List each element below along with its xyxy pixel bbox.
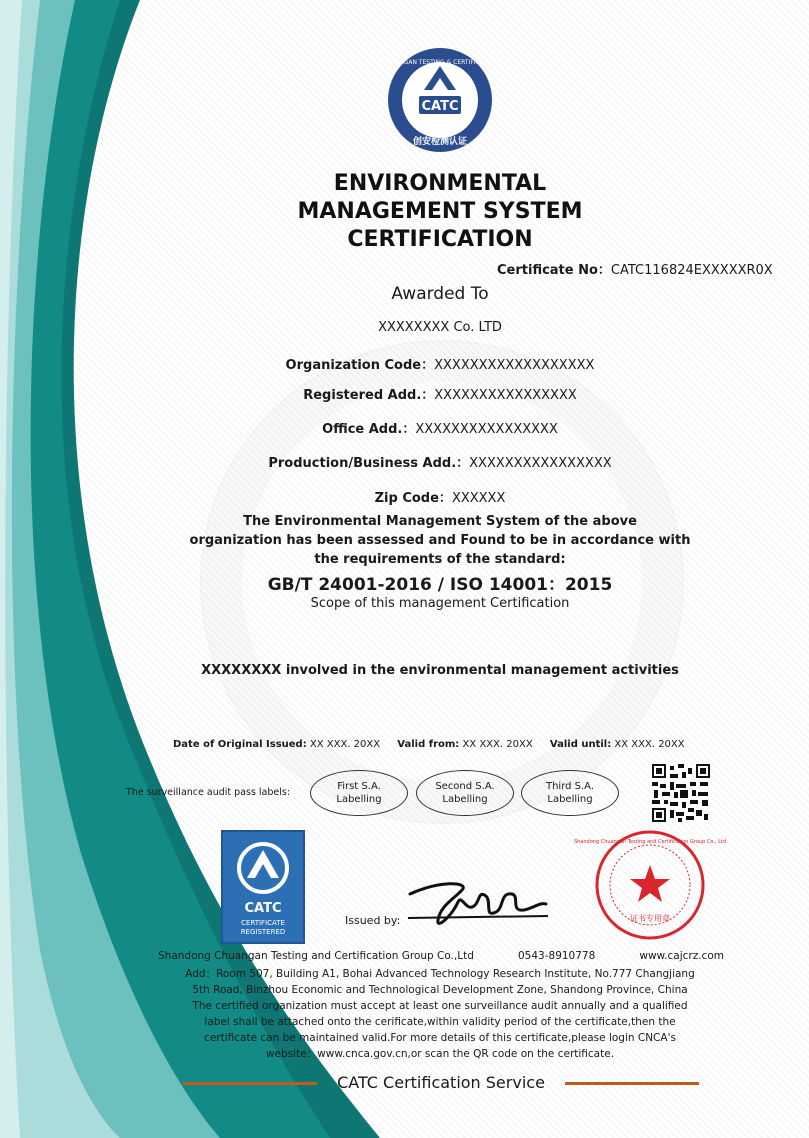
scope-text: XXXXXXXX involved in the environmental management activities [201, 663, 679, 678]
surveillance-label: The surveillance audit pass labels: [126, 787, 291, 798]
original-issued-label: Date of Original Issued: [173, 739, 307, 750]
first-sa-line1: First S.A. [337, 781, 381, 792]
certificate-number-value: CATC116824EXXXXXR0X [610, 263, 773, 278]
red-company-seal [573, 829, 727, 941]
production-address-label: Production/Business Add.： [268, 456, 470, 471]
standard: GB/T 24001-2016 / ISO 14001：2015 [267, 575, 613, 595]
registered-address [200, 384, 680, 403]
valid-until-value: XX XXX. 20XX [614, 739, 685, 750]
valid-until-label: Valid until: [549, 739, 612, 750]
organization-code-label: Organization Code： [285, 358, 435, 373]
logo-brand: CATC [421, 99, 459, 114]
statement-line-1: The Environmental Management System of the above [243, 514, 637, 529]
production-address-value: XXXXXXXXXXXXXXXX [469, 456, 612, 471]
zip-code-label: Zip Code： [374, 491, 452, 506]
third-sa-label [521, 770, 619, 816]
footer-website[interactable]: www.cajcrz.com [639, 950, 724, 962]
title-line-1: ENVIRONMENTAL [333, 171, 547, 196]
office-address-value: XXXXXXXXXXXXXXXX [415, 422, 558, 437]
badge-line1: CERTIFICATE [241, 919, 285, 927]
zip-code-value: XXXXXX [451, 491, 506, 506]
footer-note-line-4: website：www.cnca.gov.cn,or scan the QR code on the certificate. [265, 1048, 615, 1060]
registered-address-label: Registered Add.： [303, 388, 435, 403]
dates-row [173, 739, 685, 750]
office-address [200, 418, 680, 437]
badge-brand: CATC [244, 901, 282, 916]
registered-address-value: XXXXXXXXXXXXXXXX [434, 388, 577, 403]
zip-code [200, 487, 680, 506]
badge-line2: REGISTERED [240, 928, 286, 936]
footer-phone: 0543-8910778 [518, 950, 596, 962]
second-sa-line2: Labelling [442, 794, 488, 805]
certificate-number-label: Certificate No： [497, 263, 611, 278]
valid-from-label: Valid from: [397, 739, 460, 750]
footer-divider-right [565, 1082, 699, 1085]
awarded-to: Awarded To [391, 284, 489, 304]
footer-address-line-2: 5th Road, Binzhou Economic and Technological Development Zone, Shandong Province, China [192, 984, 688, 996]
first-sa-line2: Labelling [336, 794, 382, 805]
second-sa-label [416, 770, 514, 816]
certificate-number [497, 259, 773, 278]
logo-ring-text: CHUANGAN TESTING & CERTIFICATION [381, 59, 499, 66]
company-name: XXXXXXXX Co. LTD [378, 320, 502, 335]
footer-address-line-1: Add：Room 507, Building A1, Bohai Advanced Technology Research Institute, No.777 Changjiang [185, 968, 695, 980]
third-sa-line2: Labelling [547, 794, 593, 805]
catc-logo [381, 46, 499, 154]
valid-from-value: XX XXX. 20XX [462, 739, 533, 750]
organization-code-value: XXXXXXXXXXXXXXXXXX [434, 358, 595, 373]
signature [400, 872, 550, 934]
third-sa-line1: Third S.A. [545, 781, 595, 792]
footer-note-line-2: label shall be attached onto the cerificate,within validity period of the certificate,then the [204, 1016, 676, 1028]
statement-line-3: the requirements of the standard: [314, 552, 566, 567]
scope-heading: Scope of this management Certification [310, 596, 570, 611]
footer-service: CATC Certification Service [337, 1073, 545, 1092]
production-address [200, 452, 680, 471]
first-sa-label [310, 770, 408, 816]
statement-line-2: organization has been assessed and Found to be in accordance with [189, 533, 691, 548]
footer-note-line-3: certificate can be maintained valid.For more details of this certificate,please login CNCA's [204, 1032, 676, 1044]
footer-contact-row [158, 950, 724, 962]
title-line-3: CERTIFICATION [347, 227, 533, 252]
seal-ring-text: Shandong Chuangan Testing and Certification Group Co., Ltd [573, 839, 727, 845]
catc-badge-icon [223, 832, 303, 902]
seal-inner-text: 证书专用章 [630, 914, 670, 923]
qr-code-icon[interactable] [652, 764, 710, 822]
issued-by-label: Issued by: [345, 914, 401, 927]
title-line-2: MANAGEMENT SYSTEM [297, 199, 583, 224]
second-sa-line1: Second S.A. [435, 781, 495, 792]
logo-bottom-text: 创安检测认证 [412, 137, 468, 147]
office-address-label: Office Add.： [322, 422, 416, 437]
footer-note-line-1: The certified organization must accept at least one surveillance audit annually and a qualified [192, 1000, 688, 1012]
footer-company: Shandong Chuangan Testing and Certification Group Co.,Ltd [158, 950, 474, 962]
catc-registered-badge [221, 830, 305, 944]
organization-code [200, 354, 680, 373]
footer-divider-left [183, 1082, 317, 1085]
original-issued-value: XX XXX. 20XX [309, 739, 381, 750]
